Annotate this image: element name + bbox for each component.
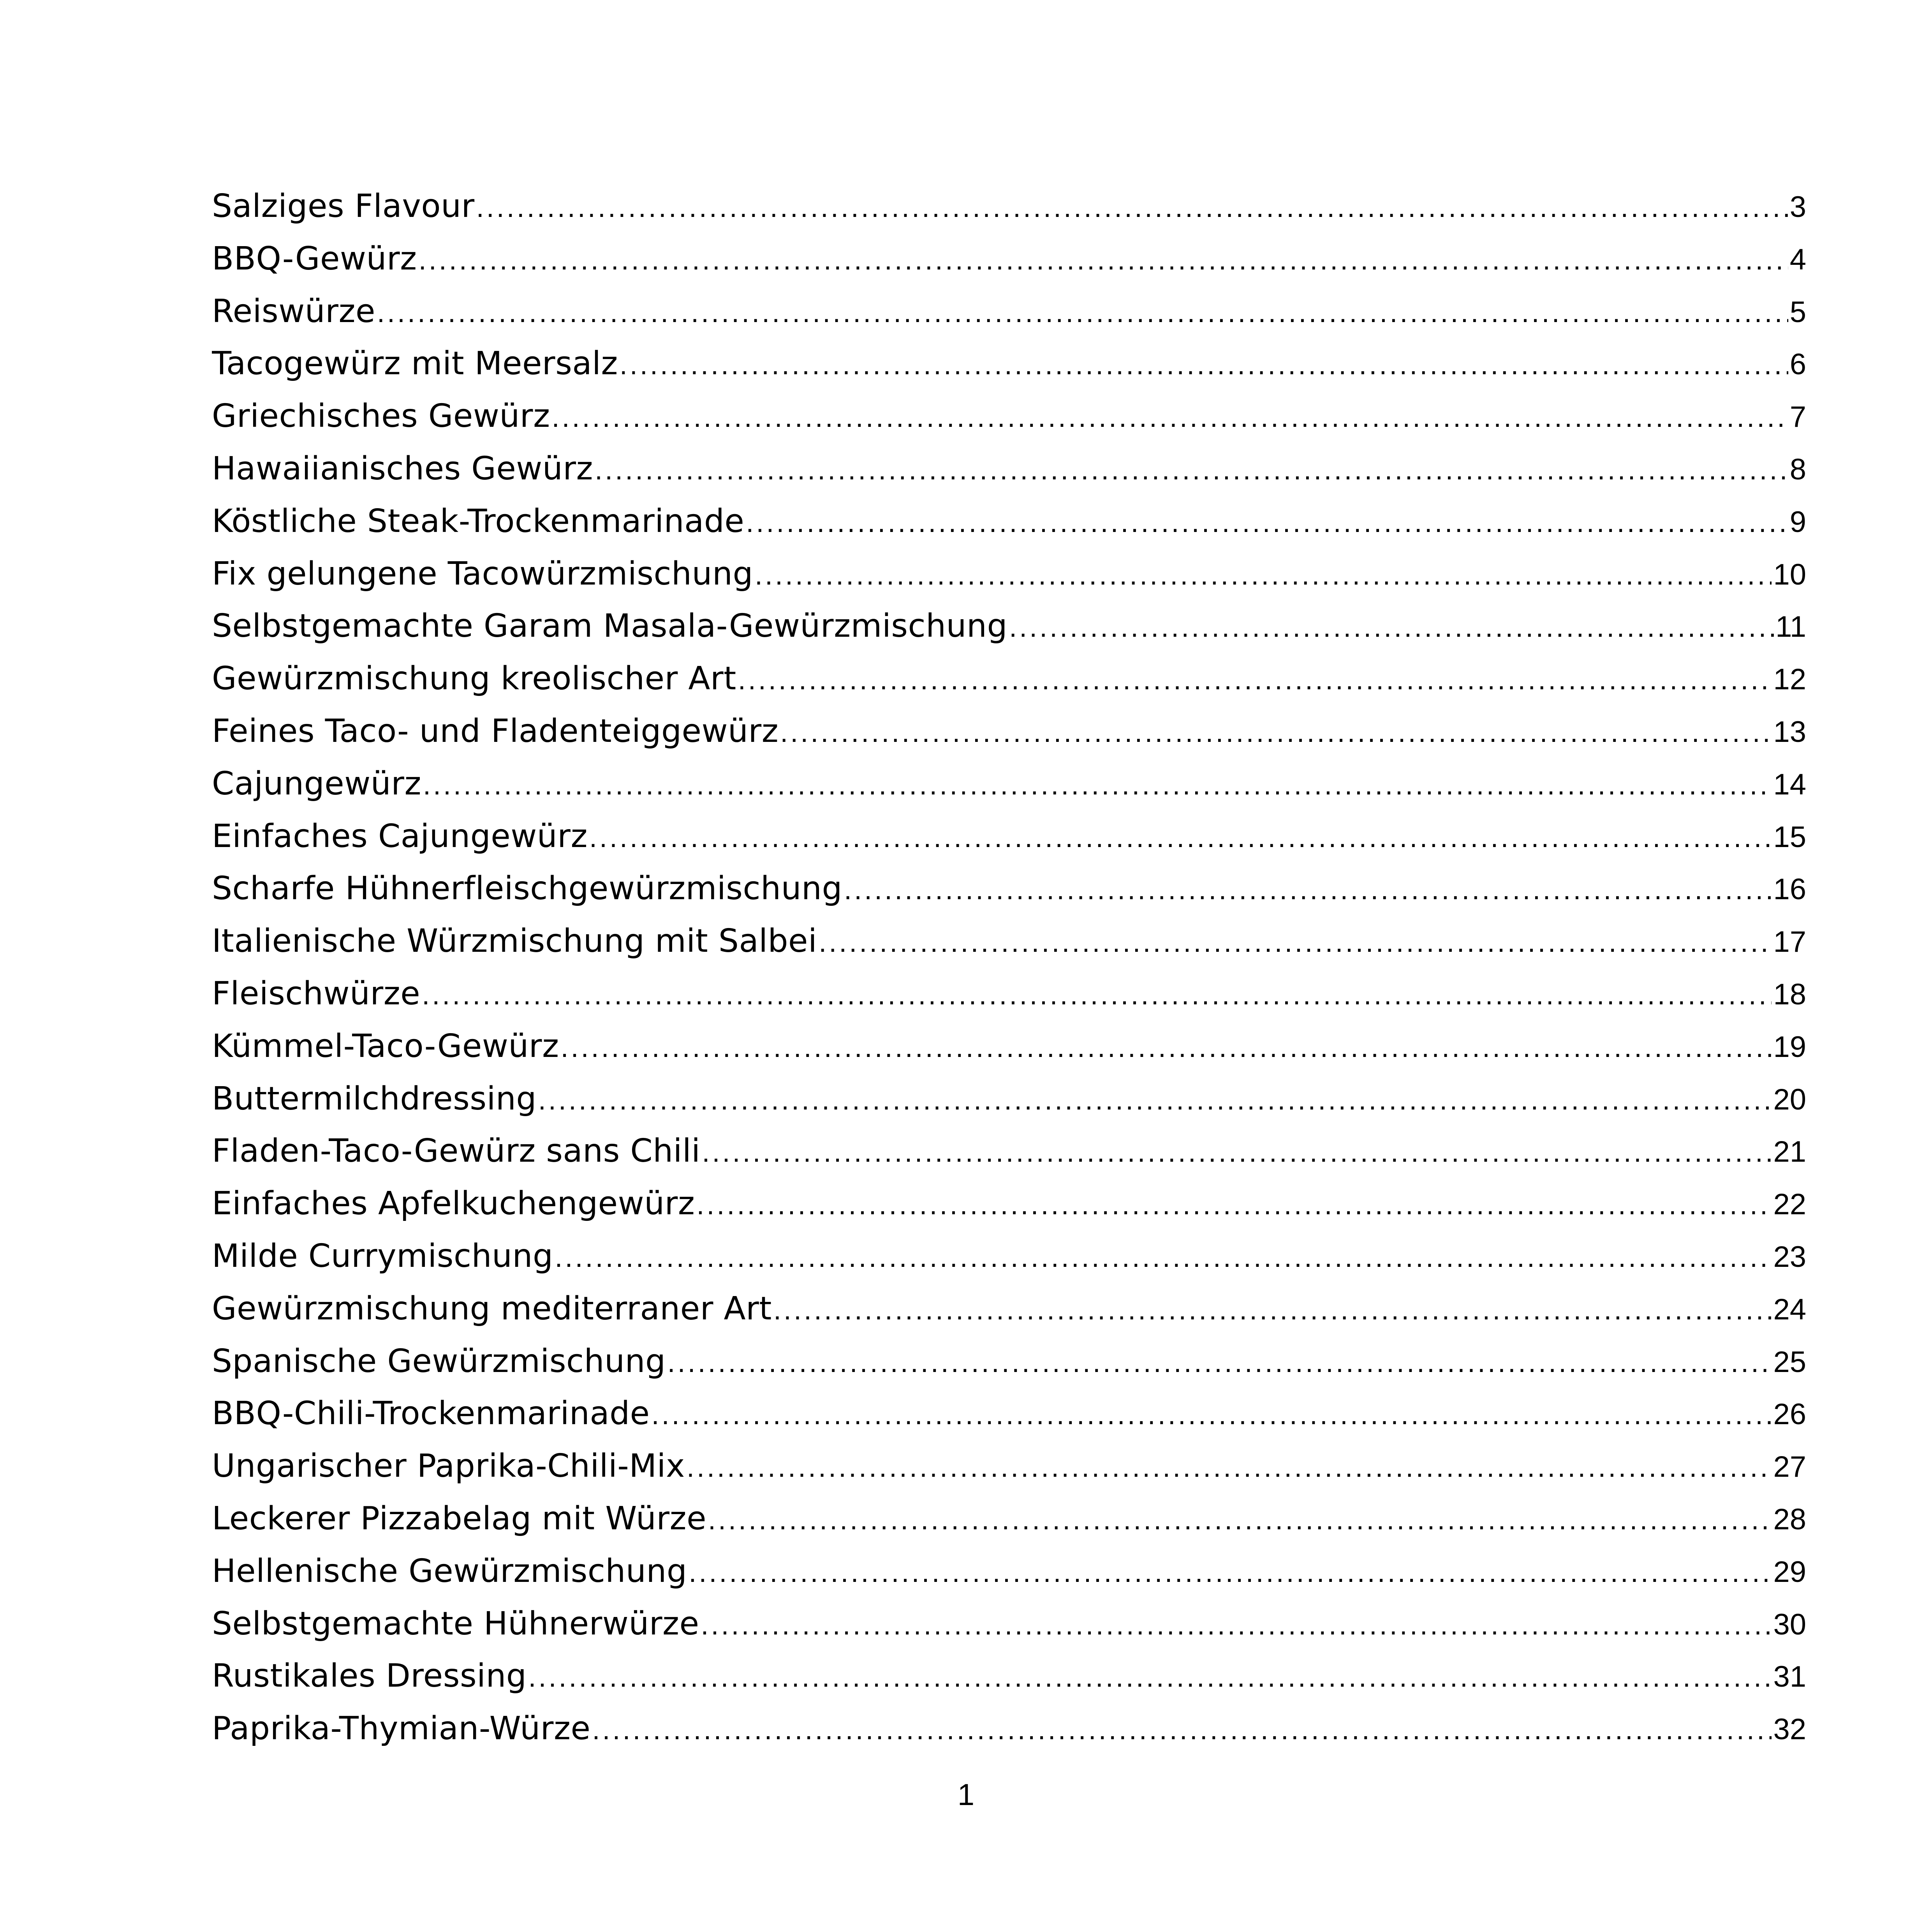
- table-of-contents: [212, 180, 1806, 1755]
- toc-entry[interactable]: [212, 705, 1806, 758]
- toc-entry-title: Cajungewürz: [212, 765, 422, 802]
- toc-entry-title: Milde Currymischung: [212, 1237, 553, 1275]
- toc-entry-page-number: 17: [1773, 925, 1806, 959]
- dot-leader: [701, 1599, 1772, 1650]
- dot-leader: [667, 1337, 1772, 1388]
- dot-leader: [819, 916, 1772, 968]
- dot-leader: [423, 759, 1772, 810]
- toc-entry-page-number: 9: [1789, 505, 1806, 539]
- toc-entry-page-number: 32: [1773, 1713, 1806, 1746]
- toc-entry-title: Reiswürze: [212, 292, 375, 330]
- toc-entry[interactable]: [212, 495, 1806, 548]
- toc-entry[interactable]: [212, 390, 1806, 443]
- dot-leader: [555, 1231, 1772, 1283]
- toc-entry-title: Hawaiianisches Gewürz: [212, 450, 594, 487]
- toc-entry[interactable]: [212, 285, 1806, 338]
- toc-entry-page-number: 21: [1773, 1135, 1806, 1169]
- dot-leader: [738, 654, 1772, 705]
- toc-entry[interactable]: [212, 1703, 1806, 1755]
- toc-entry[interactable]: [212, 548, 1806, 601]
- toc-entry[interactable]: [212, 758, 1806, 810]
- dot-leader: [476, 181, 1788, 233]
- toc-entry[interactable]: [212, 1493, 1806, 1545]
- toc-entry-page-number: 8: [1789, 453, 1806, 486]
- dot-leader: [746, 497, 1788, 548]
- toc-entry-page-number: 3: [1789, 190, 1806, 224]
- toc-entry-title: Ungarischer Paprika-Chili-Mix: [212, 1448, 685, 1485]
- toc-entry[interactable]: [212, 1335, 1806, 1388]
- dot-leader: [377, 287, 1788, 338]
- toc-entry-page-number: 16: [1773, 873, 1806, 906]
- toc-entry-page-number: 7: [1789, 400, 1806, 434]
- toc-entry[interactable]: [212, 1440, 1806, 1493]
- toc-entry-title: Paprika-Thymian-Würze: [212, 1710, 591, 1747]
- dot-leader: [687, 1441, 1772, 1493]
- toc-entry[interactable]: [212, 600, 1806, 653]
- toc-entry-title: Spanische Gewürzmischung: [212, 1342, 666, 1380]
- toc-entry-title: Einfaches Cajungewürz: [212, 817, 588, 855]
- toc-entry-title: Kümmel-Taco-Gewürz: [212, 1027, 559, 1065]
- toc-entry-title: Scharfe Hühnerfleischgewürzmischung: [212, 870, 843, 907]
- dot-leader: [422, 969, 1772, 1020]
- toc-entry-page-number: 20: [1773, 1083, 1806, 1116]
- toc-entry-title: Einfaches Apfelkuchengewürz: [212, 1185, 695, 1222]
- toc-entry-title: Köstliche Steak-Trockenmarinade: [212, 502, 745, 540]
- toc-entry-page-number: 31: [1773, 1660, 1806, 1694]
- toc-entry-page-number: 15: [1773, 820, 1806, 854]
- toc-entry-page-number: 18: [1773, 977, 1806, 1011]
- toc-entry-page-number: 14: [1773, 768, 1806, 801]
- dot-leader: [589, 812, 1772, 863]
- dot-leader: [592, 1704, 1772, 1755]
- toc-entry-title: Salziges Flavour: [212, 188, 475, 225]
- toc-entry[interactable]: [212, 968, 1806, 1020]
- toc-entry-page-number: 28: [1773, 1502, 1806, 1536]
- toc-entry[interactable]: [212, 1020, 1806, 1073]
- toc-entry-page-number: 29: [1773, 1555, 1806, 1589]
- dot-leader: [652, 1389, 1772, 1440]
- toc-entry[interactable]: [212, 1283, 1806, 1335]
- toc-entry-page-number: 5: [1789, 295, 1806, 329]
- toc-entry-page-number: 23: [1773, 1240, 1806, 1273]
- toc-entry-title: Gewürzmischung mediterraner Art: [212, 1290, 772, 1327]
- toc-entry-page-number: 6: [1789, 348, 1806, 381]
- toc-entry-title: Buttermilchdressing: [212, 1080, 537, 1117]
- toc-entry-title: Rustikales Dressing: [212, 1657, 527, 1695]
- toc-entry-title: BBQ-Gewürz: [212, 240, 417, 277]
- toc-entry[interactable]: [212, 1073, 1806, 1125]
- toc-entry-title: BBQ-Chili-Trockenmarinade: [212, 1395, 650, 1432]
- toc-entry[interactable]: [212, 233, 1806, 285]
- toc-entry-title: Gewürzmischung kreolischer Art: [212, 660, 736, 697]
- toc-entry[interactable]: [212, 1598, 1806, 1650]
- dot-leader: [528, 1651, 1772, 1703]
- toc-entry-page-number: 22: [1773, 1188, 1806, 1221]
- toc-entry[interactable]: [212, 863, 1806, 915]
- toc-entry-title: Tacogewürz mit Meersalz: [212, 345, 618, 382]
- toc-entry[interactable]: [212, 915, 1806, 968]
- dot-leader: [702, 1126, 1772, 1178]
- toc-entry-page-number: 26: [1773, 1398, 1806, 1431]
- toc-entry-title: Selbstgemachte Hühnerwürze: [212, 1605, 699, 1642]
- dot-leader: [696, 1179, 1772, 1230]
- toc-entry[interactable]: [212, 443, 1806, 495]
- dot-leader: [595, 444, 1788, 495]
- toc-entry-title: Fix gelungene Tacowürzmischung: [212, 555, 754, 592]
- toc-entry-title: Leckerer Pizzabelag mit Würze: [212, 1500, 707, 1537]
- dot-leader: [844, 864, 1772, 915]
- dot-leader: [552, 391, 1788, 443]
- toc-entry-page-number: 11: [1775, 610, 1806, 644]
- toc-entry[interactable]: [212, 1650, 1806, 1703]
- toc-entry-title: Fladen-Taco-Gewürz sans Chili: [212, 1132, 701, 1170]
- toc-entry-page-number: 25: [1773, 1345, 1806, 1379]
- toc-entry-page-number: 10: [1773, 558, 1806, 591]
- toc-entry[interactable]: [212, 810, 1806, 863]
- toc-entry-page-number: 27: [1773, 1450, 1806, 1484]
- toc-entry-page-number: 30: [1773, 1608, 1806, 1641]
- toc-entry-page-number: 13: [1773, 715, 1806, 748]
- toc-entry-page-number: 19: [1773, 1030, 1806, 1064]
- toc-entry[interactable]: [212, 653, 1806, 705]
- dot-leader: [780, 706, 1772, 758]
- toc-entry[interactable]: [212, 1178, 1806, 1230]
- dot-leader: [1009, 601, 1774, 653]
- dot-leader: [419, 234, 1788, 285]
- toc-entry-page-number: 24: [1773, 1293, 1806, 1326]
- toc-entry-title: Hellenische Gewürzmischung: [212, 1552, 687, 1590]
- page-number: 1: [957, 1777, 975, 1812]
- dot-leader: [561, 1021, 1772, 1073]
- dot-leader: [620, 339, 1788, 390]
- toc-entry-title: Griechisches Gewürz: [212, 398, 550, 435]
- dot-leader: [755, 549, 1772, 601]
- toc-entry[interactable]: [212, 338, 1806, 390]
- toc-entry-title: Fleischwürze: [212, 975, 421, 1012]
- toc-entry[interactable]: [212, 1545, 1806, 1598]
- dot-leader: [538, 1074, 1772, 1125]
- toc-entry-page-number: 4: [1789, 243, 1806, 276]
- dot-leader: [773, 1284, 1772, 1335]
- toc-entry-title: Feines Taco- und Fladenteiggewürz: [212, 712, 779, 750]
- dot-leader: [689, 1546, 1772, 1598]
- toc-entry[interactable]: [212, 1230, 1806, 1283]
- toc-entry-page-number: 12: [1773, 663, 1806, 696]
- toc-entry[interactable]: [212, 180, 1806, 233]
- toc-entry-title: Italienische Würzmischung mit Salbei: [212, 923, 817, 960]
- toc-entry-title: Selbstgemachte Garam Masala-Gewürzmischung: [212, 608, 1008, 645]
- toc-entry[interactable]: [212, 1125, 1806, 1178]
- dot-leader: [708, 1494, 1772, 1545]
- toc-entry[interactable]: [212, 1388, 1806, 1440]
